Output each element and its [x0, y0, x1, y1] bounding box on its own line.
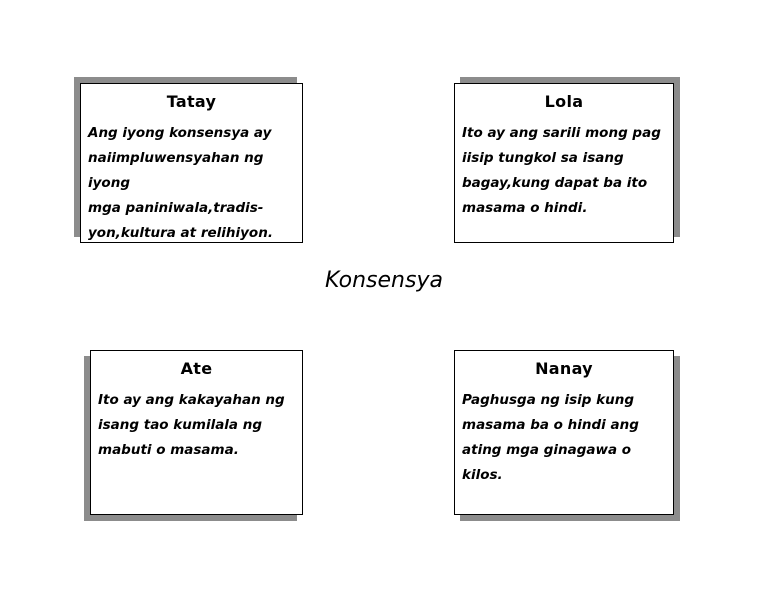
card-nanay-body: Paghusga ng isip kung masama ba o hindi ang ating mga ginagawa o kilos. — [462, 392, 639, 483]
card-lola-body: Ito ay ang sarili mong pag iisip tungkol sa isang bagay,kung dapat ba ito masama o hindi. — [462, 125, 661, 216]
card-tatay-title: Tatay — [166, 92, 217, 111]
center-title: Konsensya — [325, 268, 443, 293]
card-ate — [90, 350, 303, 515]
card-lola-title: Lola — [544, 92, 584, 111]
card-lola — [454, 83, 674, 243]
card-nanay-title: Nanay — [535, 359, 593, 378]
card-nanay — [454, 350, 674, 515]
card-ate-title: Ate — [180, 359, 213, 378]
card-ate-body: Ito ay ang kakayahan ng isang tao kumilala ng mabuti o masama. — [98, 392, 285, 458]
card-tatay — [80, 83, 303, 243]
card-tatay-body: Ang iyong konsensya ay naiimpluwensyahan ng iyong mga paniniwala,tradis- yon,kultura at relihiyon. — [88, 125, 273, 241]
